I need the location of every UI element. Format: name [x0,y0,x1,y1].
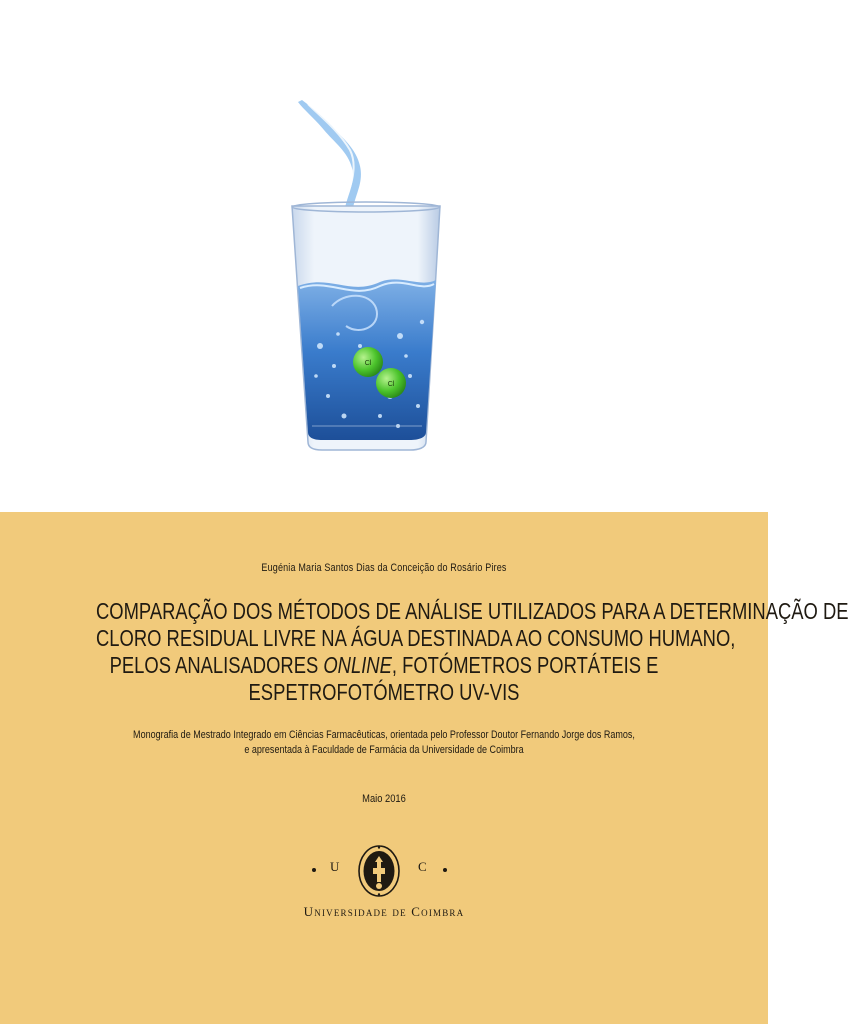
title-line-3-suffix: , FOTÓMETROS PORTÁTEIS E [391,652,659,678]
title-line-1: COMPARAÇÃO DOS MÉTODOS DE ANÁLISE UTILIZADOS PARA A DETERMINAÇÃO DE [96,598,849,624]
university-logo [0,842,768,902]
atom-label-1: Cl [364,360,372,367]
logo-letter-c: C [418,859,428,874]
title-line-3 [96,652,672,679]
author-name: Eugénia Maria Santos Dias da Conceição do Rosário Pires [261,562,507,574]
publication-date: Maio 2016 [362,793,406,805]
cover-image-area [0,0,768,512]
description-line-2: e apresentada à Faculdade de Farmácia da Universidade de Coimbra [244,744,524,756]
cover-info-panel [0,512,849,1024]
logo-letter-u: U [330,859,341,874]
title-line-4: ESPETROFOTÓMETRO UV-VIS [248,679,520,705]
logo-dot-left [312,868,316,872]
title-line-3-italic: ONLINE [323,652,392,678]
university-name: Universidade de Coimbra [303,904,465,919]
logo-dot-right [443,868,447,872]
title-line-3-prefix: PELOS ANALISADORES [109,652,324,678]
thesis-title [96,598,849,706]
description-line-1: Monografia de Mestrado Integrado em Ciências Farmacêuticas, orientada pelo Professor Doutor Fernando Jorge dos Ramos, [133,729,635,741]
water-glass-illustration [280,96,460,452]
title-line-2: CLORO RESIDUAL LIVRE NA ÁGUA DESTINADA AO CONSUMO HUMANO, [96,625,736,651]
atom-label-2: Cl [387,381,395,388]
university-seal-icon [357,844,401,898]
thesis-description [69,728,699,758]
